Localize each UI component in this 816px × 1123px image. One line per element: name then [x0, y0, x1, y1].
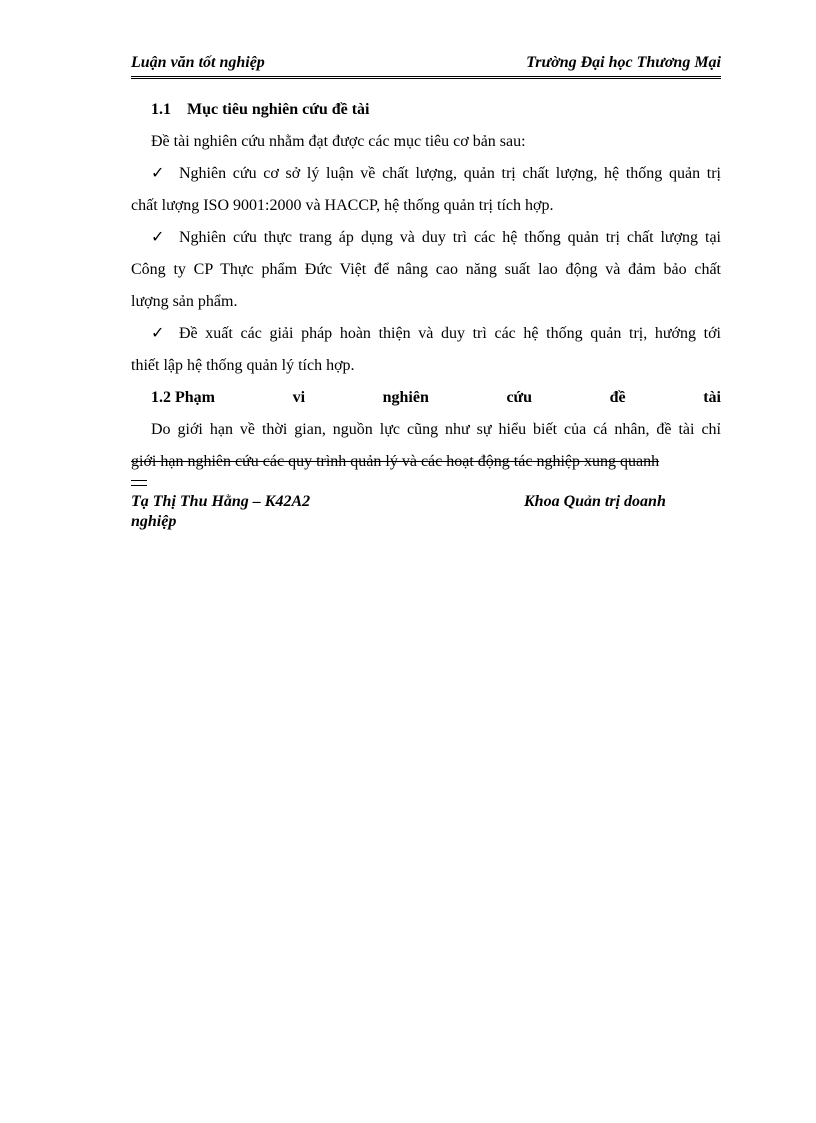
bullet-2-line-1: ✓ Nghiên cứu thực trang áp dụng và duy trì các hệ thống quản trị chất lượng tại — [131, 222, 721, 254]
footer-rule — [131, 480, 147, 486]
bullet-2-line-3: lượng sản phẩm. — [131, 293, 238, 310]
bullet-2-line-2: Công ty CP Thực phẩm Đức Việt để nâng cao năng suất lao động và đảm bảo chất — [131, 261, 721, 278]
header-university-label: Trường Đại học Thương Mại — [526, 54, 721, 71]
bullet-3-line-2: thiết lập hệ thống quản lý tích hợp. — [131, 357, 355, 374]
bullet-1-line-2: chất lượng ISO 9001:2000 và HACCP, hệ thống quản trị tích hợp. — [131, 197, 554, 214]
scope-paragraph-line-1: Do giới hạn về thời gian, nguồn lực cũng như sự hiểu biết của cá nhân, đề tài chỉ — [151, 421, 721, 438]
checkmark-icon: ✓ — [151, 165, 165, 182]
bullet-3-line-1: ✓ Đề xuất các giải pháp hoàn thiện và duy trì các hệ thống quản trị, hướng tới — [131, 318, 721, 350]
intro-paragraph: Đề tài nghiên cứu nhằm đạt được các mục tiêu cơ bản sau: — [151, 133, 526, 150]
checkmark-icon: ✓ — [151, 229, 165, 246]
bullet-1-line-1: ✓ Nghiên cứu cơ sở lý luận về chất lượng, quản trị chất lượng, hệ thống quản trị — [131, 158, 721, 190]
scope-paragraph-line-2: giới hạn nghiên cứu các quy trình quản lý và các hoạt động tác nghiệp xung quanh — [131, 453, 660, 470]
document-body — [131, 94, 721, 478]
page-header — [131, 52, 721, 79]
section-heading-1-2: 1.2 Phạm vi nghiên cứu đề tài — [151, 389, 721, 406]
checkmark-icon: ✓ — [151, 325, 165, 342]
footer-author: Tạ Thị Thu Hằng – K42A2 — [131, 493, 311, 510]
footer-faculty-wrap: nghiệp — [131, 513, 177, 530]
header-thesis-label: Luận văn tốt nghiệp — [131, 54, 265, 71]
section-title: Mục tiêu nghiên cứu đề tài — [187, 101, 370, 118]
section-heading-1-1 — [131, 94, 721, 126]
footer-faculty: Khoa Quản trị doanh — [524, 493, 666, 510]
section-number: 1.1 — [151, 101, 171, 118]
